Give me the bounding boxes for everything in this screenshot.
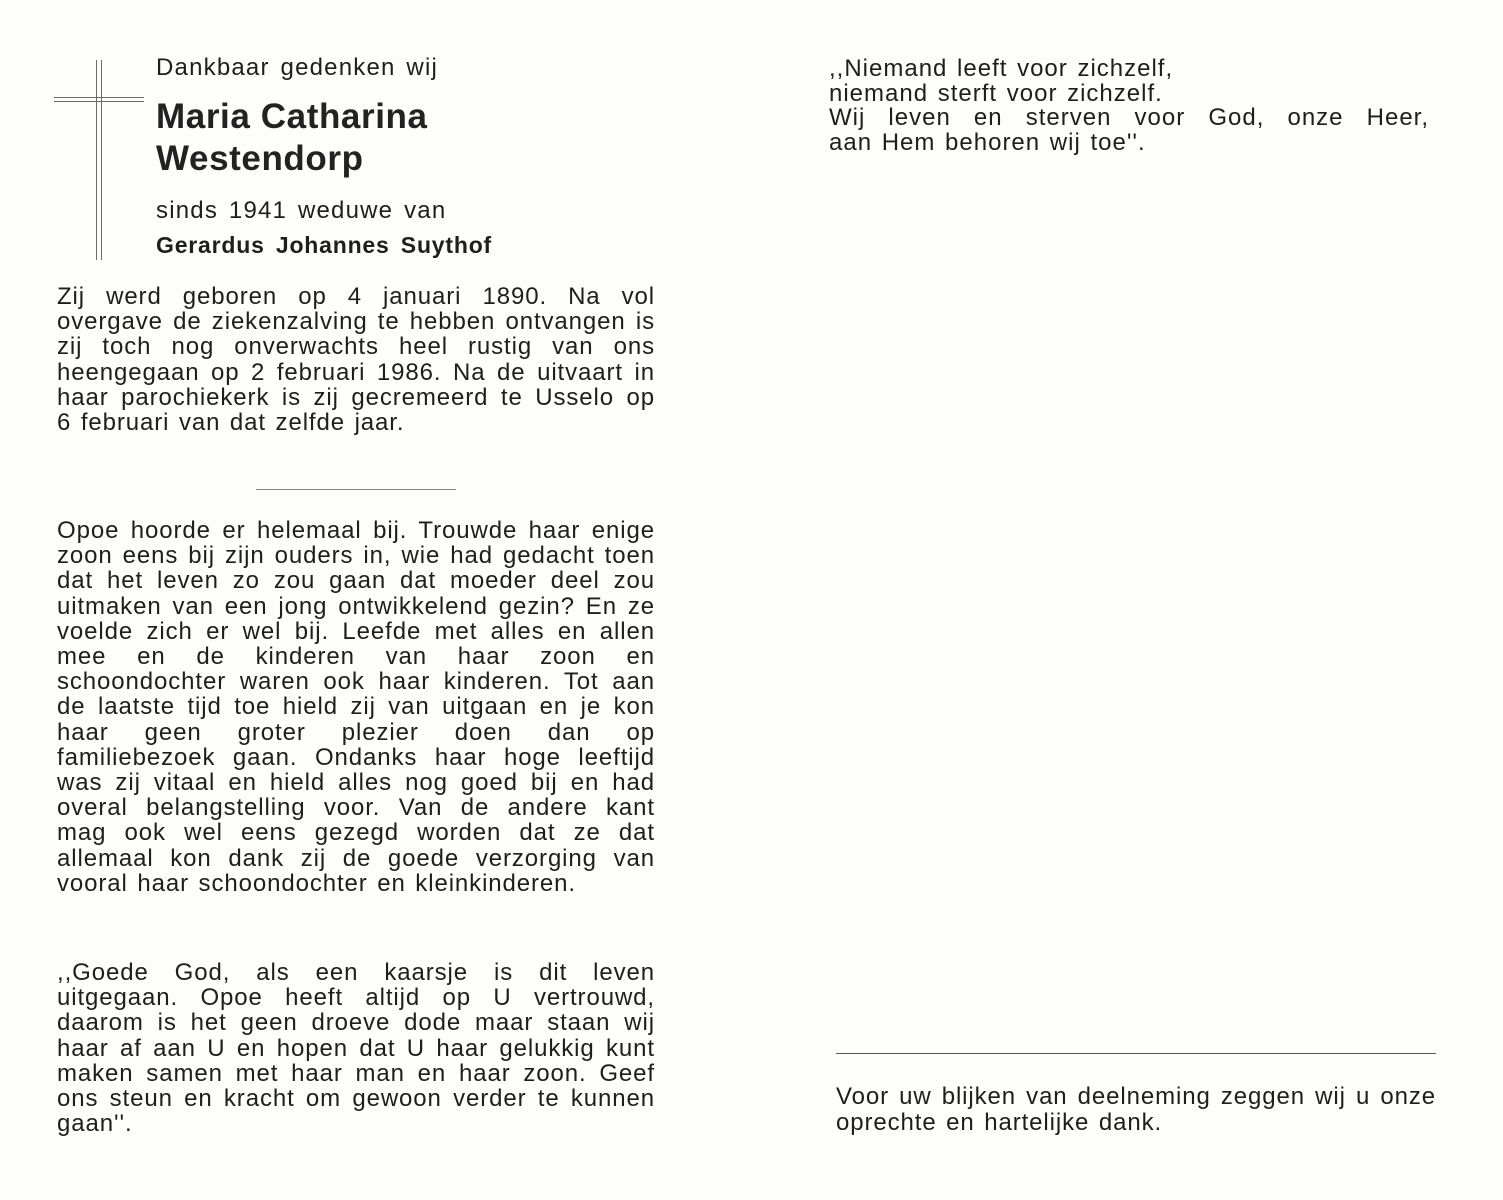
quote-line: aan Hem behoren wij toe''. — [829, 128, 1146, 156]
deceased-name-line2: Westendorp — [156, 139, 364, 178]
memory-paragraph: Opoe hoorde er helemaal bij. Trouwde haar enige zoon eens bij zijn ouders in, wie had gedacht toen dat het leven zo zou gaan dat moeder deel zou uitmaken van een jong ontwikkelend gezin? En ze voelde zich er wel bij. Leefde met alles en allen mee en de kinderen van haar zoon en schoondochter waren ook haar kinderen. Tot aan de laatste tijd toe hield zij van uitgaan en je kon haar geen groter plezier doen dan op familiebezoek gaan. Ondanks haar hoge leeftijd was zij vitaal en hield alles nog goed bij en had overal belangstelling voor. Van de andere kant mag ook wel eens gezegd worden dat ze dat allemaal kon dank zij de goede verzorging van vooral haar schoondochter en kleinkinderen. — [57, 517, 655, 897]
section-divider — [256, 489, 456, 490]
thanks-text: Voor uw blijken van deelneming zeggen wij u onze oprechte en hartelijke dank. — [836, 1083, 1436, 1136]
quote-line: ,,Niemand leeft voor zichzelf, — [829, 55, 1174, 82]
husband-name: Gerardus Johannes Suythof — [156, 232, 493, 258]
scripture-quote — [829, 57, 1429, 155]
quote-line: Wij leven en sterven voor God, onze Heer, — [829, 104, 1429, 132]
cross-horizontal-bar — [54, 97, 144, 102]
intro-line: Dankbaar gedenken wij — [156, 54, 439, 81]
prayer-paragraph: ,,Goede God, als een kaarsje is dit leven uitgegaan. Opoe heeft altijd op U vertrouwd, daarom is het geen droeve dode maar staan wij haar af aan U en hopen dat U haar gelukkig kunt maken samen met haar man en haar zoon. Geef ons steun en kracht om gewoon verder te kunnen gaan''. — [57, 959, 655, 1138]
thanks-divider — [836, 1053, 1436, 1054]
cross-vertical-bar — [96, 60, 102, 260]
deceased-name-line1: Maria Catharina — [156, 97, 428, 136]
biography-paragraph: Zij werd geboren op 4 januari 1890. Na vol overgave de ziekenzalving te hebben ontvangen is zij toch nog onverwachts heel rustig van ons heengegaan op 2 februari 1986. Na de uitvaart in haar parochiekerk is zij gecremeerd te Usselo op 6 februari van dat zelfde jaar. — [57, 283, 655, 437]
widow-line: sinds 1941 weduwe van — [156, 197, 447, 224]
deceased-name — [156, 96, 428, 180]
quote-line: niemand sterft voor zichzelf. — [829, 79, 1163, 107]
